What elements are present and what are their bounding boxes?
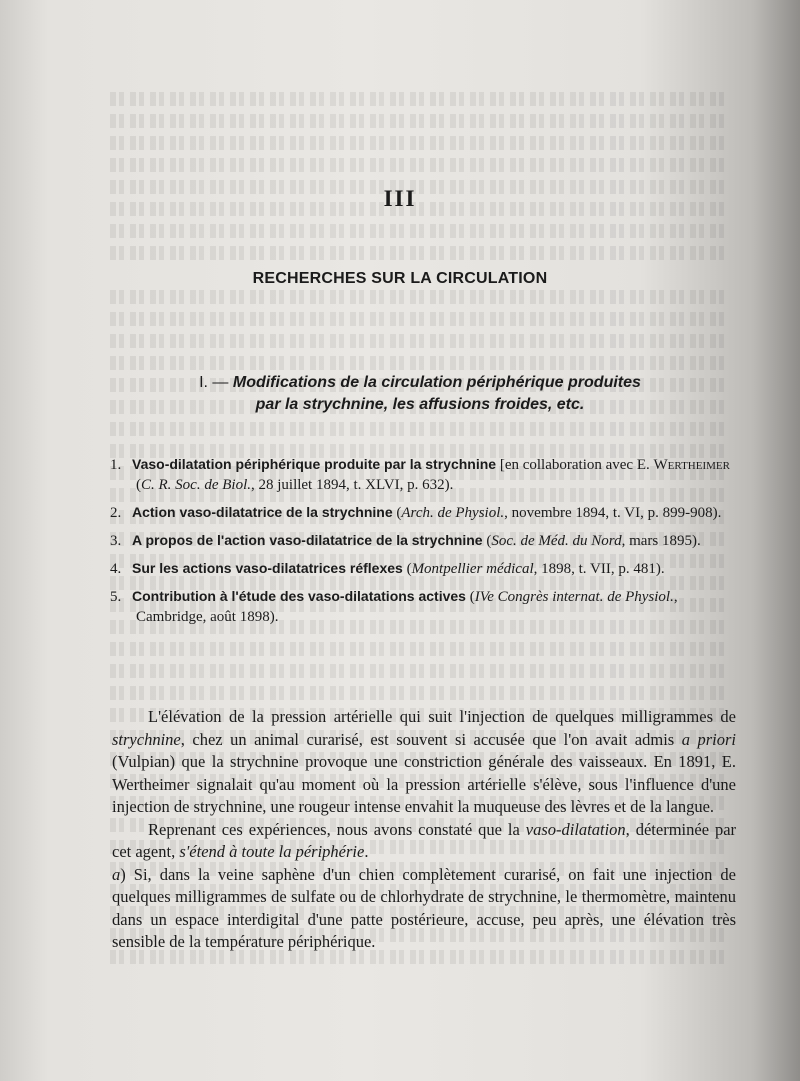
reference-title: Vaso-dilatation périphérique produite par la strychnine xyxy=(132,456,497,472)
reference-journal: C. R. Soc. de Biol. xyxy=(141,477,251,493)
reference-journal: Soc. de Méd. du Nord xyxy=(491,533,622,549)
reference-number: 4. xyxy=(110,561,122,577)
subsection-title-line2: par la strychnine, les affusions froides, etc. xyxy=(255,396,585,413)
reference-paren: ( xyxy=(402,561,412,577)
reference-title: Sur les actions vaso-dilatatrices réflexes xyxy=(132,560,403,576)
paragraph xyxy=(112,864,736,954)
reference-details: , Cambridge, août 1898). xyxy=(136,589,678,625)
emphasis: a xyxy=(112,864,121,884)
emphasis: strychnine xyxy=(112,729,181,749)
reference-paren: ( xyxy=(465,589,475,605)
emphasis: a priori xyxy=(681,729,736,749)
reference-journal: Arch. de Physiol. xyxy=(401,505,505,521)
paragraph xyxy=(112,706,736,819)
reference-list xyxy=(110,454,736,634)
reference-item xyxy=(110,586,736,627)
reference-number: 1. xyxy=(110,457,122,473)
text-run: (Vulpian) que la strychnine provoque une constriction générale des vaisseaux. En 1891, E. Wertheimer signalait qu'au moment où la pression artérielle s'élève, sous l'influence d'une injection de strychnine, une rougeur intense envahit la muqueuse des lèvres et de la langue. xyxy=(112,752,736,816)
text-run: , chez un animal curarisé, est souvent si accusée que l'on avait admis xyxy=(180,729,682,749)
text-run: Reprenant ces expériences, nous avons constaté que la xyxy=(148,819,526,839)
chapter-number: III xyxy=(383,186,417,211)
reference-title: Contribution à l'étude des vaso-dilatations actives xyxy=(132,588,466,604)
reference-details: , novembre 1894, t. VI, p. 899-908). xyxy=(504,505,722,521)
reference-number: 2. xyxy=(110,505,122,521)
section-title: RECHERCHES SUR LA CIRCULATION xyxy=(252,270,548,287)
text-run: . xyxy=(364,842,369,861)
subsection-heading xyxy=(140,372,700,416)
reference-item xyxy=(110,558,736,579)
subsection-number: I. — xyxy=(199,374,229,391)
reference-paren: ( xyxy=(392,505,402,521)
reference-title: A propos de l'action vaso-dilatatrice de la strychnine xyxy=(132,532,483,548)
paragraph xyxy=(112,819,736,864)
emphasis: s'étend à toute la périphérie xyxy=(179,842,365,861)
text-run: ) Si, dans la veine saphène d'un chien complètement curarisé, on fait une injection de quelques milligrammes de sulfate ou de chlorhydrate de strychnine, le thermomètre, maintenu dans un espace interdigital d'une patte postérieure, accuse, peu après, une élévation très sensible de la température périphérique. xyxy=(112,864,736,951)
body-text xyxy=(112,706,736,954)
subsection-title-line1: Modifications de la circulation périphérique produites xyxy=(232,374,641,391)
reference-item xyxy=(110,502,736,523)
reference-title: Action vaso-dilatatrice de la strychnine xyxy=(132,504,393,520)
reference-author: Wertheimer xyxy=(653,457,730,473)
reference-paren: ( xyxy=(482,533,492,549)
reference-item xyxy=(110,530,736,551)
reference-collab: [en collaboration avec E. xyxy=(496,457,654,473)
text-run: , déterminée par cet agent, xyxy=(112,819,737,861)
reference-number: 3. xyxy=(110,533,122,549)
reference-item xyxy=(110,454,736,495)
text-run: L'élévation de la pression artérielle qui suit l'injection de quelques milligrammes de xyxy=(148,707,736,726)
reference-details: , mars 1895). xyxy=(621,533,701,549)
reference-details: , 28 juillet 1894, t. XLVI, p. 632). xyxy=(250,477,454,493)
reference-journal: IVe Congrès internat. de Physiol. xyxy=(474,589,674,605)
reference-number: 5. xyxy=(110,589,122,605)
reference-journal: Montpellier médical xyxy=(411,561,534,577)
emphasis: vaso-dilatation xyxy=(525,819,626,839)
reference-paren: ( xyxy=(136,477,141,493)
reference-details: , 1898, t. VII, p. 481). xyxy=(533,561,665,577)
